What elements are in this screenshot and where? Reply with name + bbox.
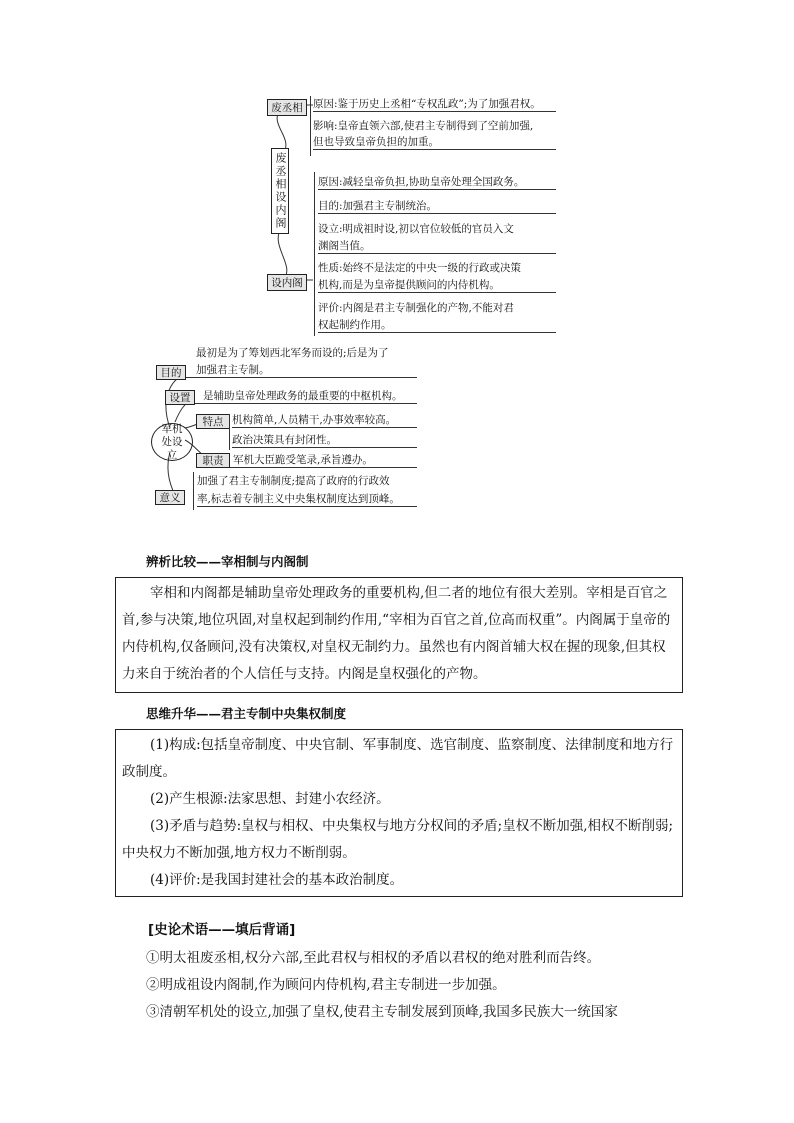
- thinking-p2: (2)产生根源:法家思想、封建小农经济。: [150, 791, 390, 807]
- thinking-heading: 思维升华——君主专制中央集权制度: [146, 706, 347, 721]
- mudi-2: 加强君主专制。: [186, 364, 417, 378]
- compare-heading: 辨析比较——宰相制与内阁制: [146, 554, 309, 569]
- tedian-2: 政治决策具有封闭性。: [232, 434, 417, 448]
- thinking-p1: (1)构成:包括皇帝制度、中央官制、军事制度、选官制度、监察制度、法律制度和地方行政制度。: [122, 737, 674, 780]
- nei-nature-2: 机构,而是为皇帝提供顾问的内侍机构。: [318, 279, 556, 293]
- thinking-p4: (4)评价:是我国封建社会的基本政治制度。: [150, 872, 404, 888]
- fei-effect-1: 影响:皇帝直领六部,使君主专制得到了空前加强,: [313, 120, 534, 132]
- nei-purpose: 目的:加强君主专制统治。: [318, 200, 556, 214]
- recite-line-1: ①明太祖废丞相,权分六部,至此君权与相权的矛盾以君权的绝对胜利而告终。: [146, 950, 601, 966]
- shezhi-text: 是辅助皇帝处理政务的最重要的中枢机构。: [195, 390, 417, 404]
- mudi-1: 最初是为了筹划西北军务而设的;后是为了: [196, 347, 389, 359]
- thinking-box: [115, 729, 683, 897]
- nei-nature-1: 性质:始终不是法定的中央一级的行政或决策: [318, 262, 522, 274]
- compare-box: 宰相和内阁都是辅助皇帝处理政务的重要机构,但二者的地位有很大差别。宰相是百官之首,参与决策,地位巩固,对皇权起到制约作用,“宰相为百官之首,位高而权重”。内阁属于皇帝的内侍机构,仅备顾问,没有决策权,对皇权无制约力。虽然也有内阁首辅大权在握的现象,但其权力来自于统治者的个人信任与支持。内阁是皇权强化的产物。: [115, 577, 683, 693]
- tedian-label: 特点: [196, 414, 230, 429]
- shezhi-label: 设置: [165, 390, 195, 405]
- nei-setup-2: 渊阁当值。: [318, 240, 556, 254]
- fei-effect-2: 但也导致皇帝负担的加重。: [313, 136, 556, 150]
- center-node-2: 军机处设立: [151, 423, 193, 461]
- mudi-label: 目的: [156, 365, 186, 380]
- center-node: 废丞相设内阁: [271, 148, 289, 234]
- fei-reason: 原因:鉴于历史上丞相“专权乱政”;为了加强君权。: [313, 98, 556, 112]
- thinking-p3: (3)矛盾与趋势:皇权与相权、中央集权与地方分权间的矛盾;皇权不断加强,相权不断削弱;中央权力不断加强,地方权力不断削弱。: [122, 818, 674, 861]
- nei-setup-1: 设立:明成祖时设,初以官位较低的官员入文: [318, 223, 514, 235]
- nei-eval-2: 权起制约作用。: [318, 319, 556, 333]
- yiyi-1: 加强了君主专制制度;提高了政府的行政效: [197, 475, 390, 487]
- nei-eval-1: 评价:内阁是君主专制强化的产物,不能对君: [318, 302, 514, 314]
- yiyi-label: 意义: [155, 490, 185, 505]
- recite-heading: [史论术语——填后背诵]: [148, 922, 296, 938]
- recite-line-2: ②明成祖设内阁制,作为顾问内侍机构,君主专制进一步加强。: [146, 977, 506, 993]
- zhize-label: 职责: [196, 453, 230, 468]
- fei-label: 废丞相: [267, 99, 307, 116]
- nei-reason: 原因:减轻皇帝负担,协助皇帝处理全国政务。: [318, 176, 556, 190]
- zhize-text: 军机大臣跪受笔录,承旨遵办。: [230, 454, 417, 468]
- nei-label: 设内阁: [267, 274, 307, 291]
- yiyi-2: 率,标志着专制主义中央集权制度达到顶峰。: [197, 493, 417, 507]
- recite-line-3: ③清朝军机处的设立,加强了皇权,使君主专制发展到顶峰,我国多民族大一统国家: [146, 1004, 618, 1020]
- tedian-1: 机构简单,人员精干,办事效率较高。: [232, 414, 417, 428]
